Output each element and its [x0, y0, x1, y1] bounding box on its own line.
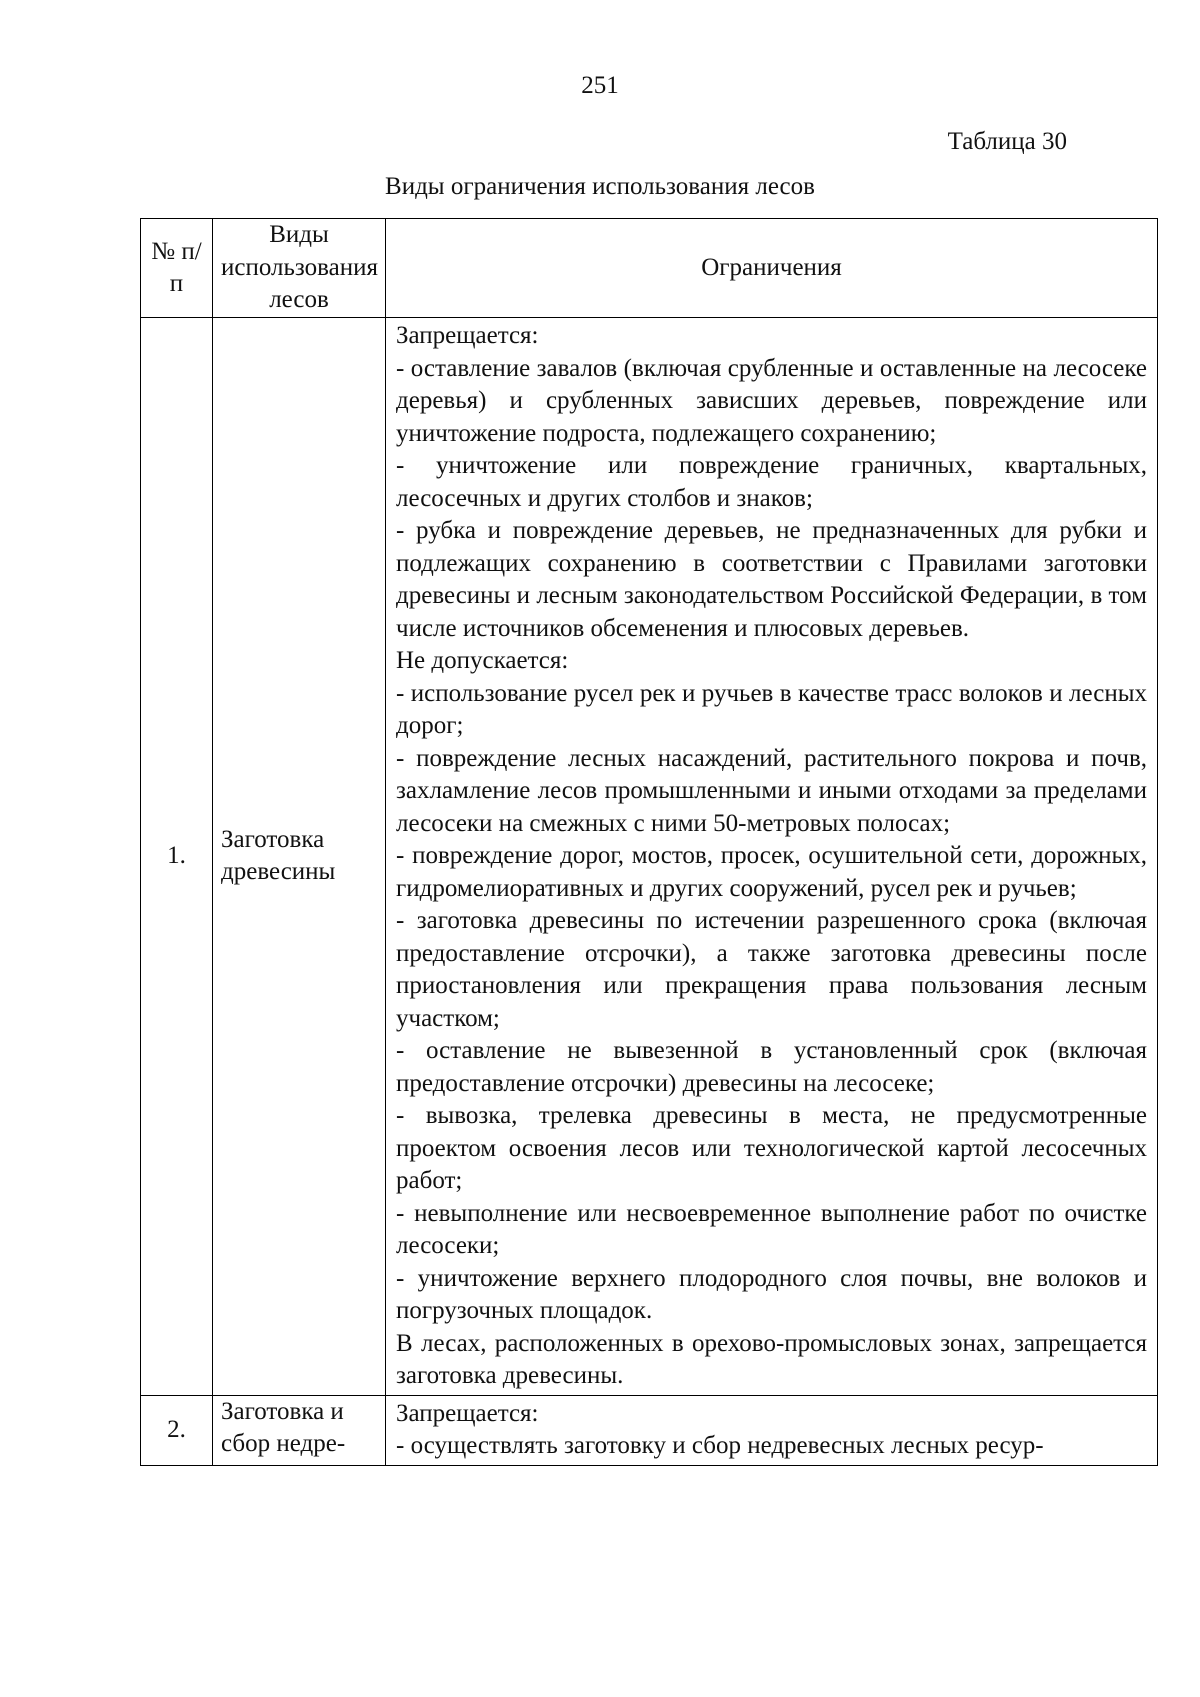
restriction-line: - невыполнение или несвоевременное выполнение работ по очистке лесосеки;	[396, 1199, 1147, 1259]
restrictions-table	[140, 218, 1158, 1466]
table-row	[141, 318, 1158, 1396]
restriction-line: Запрещается:	[396, 1399, 539, 1427]
restriction-line: - оставление не вывезенной в установленный срок (включая предоставление отсрочки) древесины на лесосеке;	[396, 1037, 1147, 1097]
restriction-line: - вывозка, трелевка древесины в места, не предусмотренные проектом освоения лесов или технологической картой лесосечных работ;	[396, 1102, 1147, 1194]
restriction-line: - заготовка древесины по истечении разрешенного срока (включая предоставление отсрочки), а также заготовка древесины после приостановления или прекращения права пользования лесным участком;	[396, 907, 1147, 1032]
table-label: Таблица 30	[947, 128, 1067, 155]
restriction-line: Не допускается:	[396, 647, 569, 674]
row-num: 1.	[141, 318, 213, 1396]
header-num: № п/п	[141, 219, 213, 318]
restriction-line: В лесах, расположенных в орехово-промысловых зонах, запрещается заготовка древесины.	[396, 1329, 1147, 1389]
table-title: Виды ограничения использования лесов	[385, 173, 815, 200]
restriction-line: - повреждение дорог, мостов, просек, осушительной сети, дорожных, гидромелиоративных и других сооружений, русел рек и ручьев;	[396, 842, 1147, 902]
table-header-row	[141, 219, 1158, 318]
restriction-line: - оставление завалов (включая срубленные и оставленные на лесосеке деревья) и срубленных зависших деревьев, повреждение или уничтожение подроста, подлежащего сохранению;	[396, 354, 1147, 447]
header-type: Виды использования лесов	[213, 219, 386, 318]
page-number: 251	[581, 72, 619, 99]
restriction-line: - осуществлять заготовку и сбор недревесных лесных ресур-	[396, 1432, 1044, 1459]
restriction-line: - использование русел рек и ручьев в качестве трасс волоков и лесных дорог;	[396, 679, 1147, 739]
row-num: 2.	[141, 1395, 213, 1465]
restriction-line: - уничтожение или повреждение граничных, квартальных, лесосечных и других столбов и знаков;	[396, 452, 1147, 512]
row-type: Заготовка и сбор недре-	[213, 1395, 386, 1465]
row-type: Заготовка древесины	[213, 318, 386, 1396]
header-restrictions: Ограничения	[386, 219, 1158, 318]
restriction-line: - уничтожение верхнего плодородного слоя почвы, вне волоков и погрузочных площадок.	[396, 1264, 1147, 1324]
restriction-line: - повреждение лесных насаждений, растительного покрова и почв, захламление лесов промышленными и иными отходами за пределами лесосеки на смежных с ними 50-метровых полосах;	[396, 744, 1147, 837]
row-restrictions	[386, 318, 1158, 1396]
restriction-line: - рубка и повреждение деревьев, не предназначенных для рубки и подлежащих сохранению в соответствии с Правилами заготовки древесины и лесным законодательством Российской Федерации, в том числе источников обсеменения и плюсовых деревьев.	[396, 517, 1147, 642]
table-row	[141, 1395, 1158, 1465]
restriction-line: Запрещается:	[396, 322, 539, 349]
row-restrictions	[386, 1395, 1158, 1465]
